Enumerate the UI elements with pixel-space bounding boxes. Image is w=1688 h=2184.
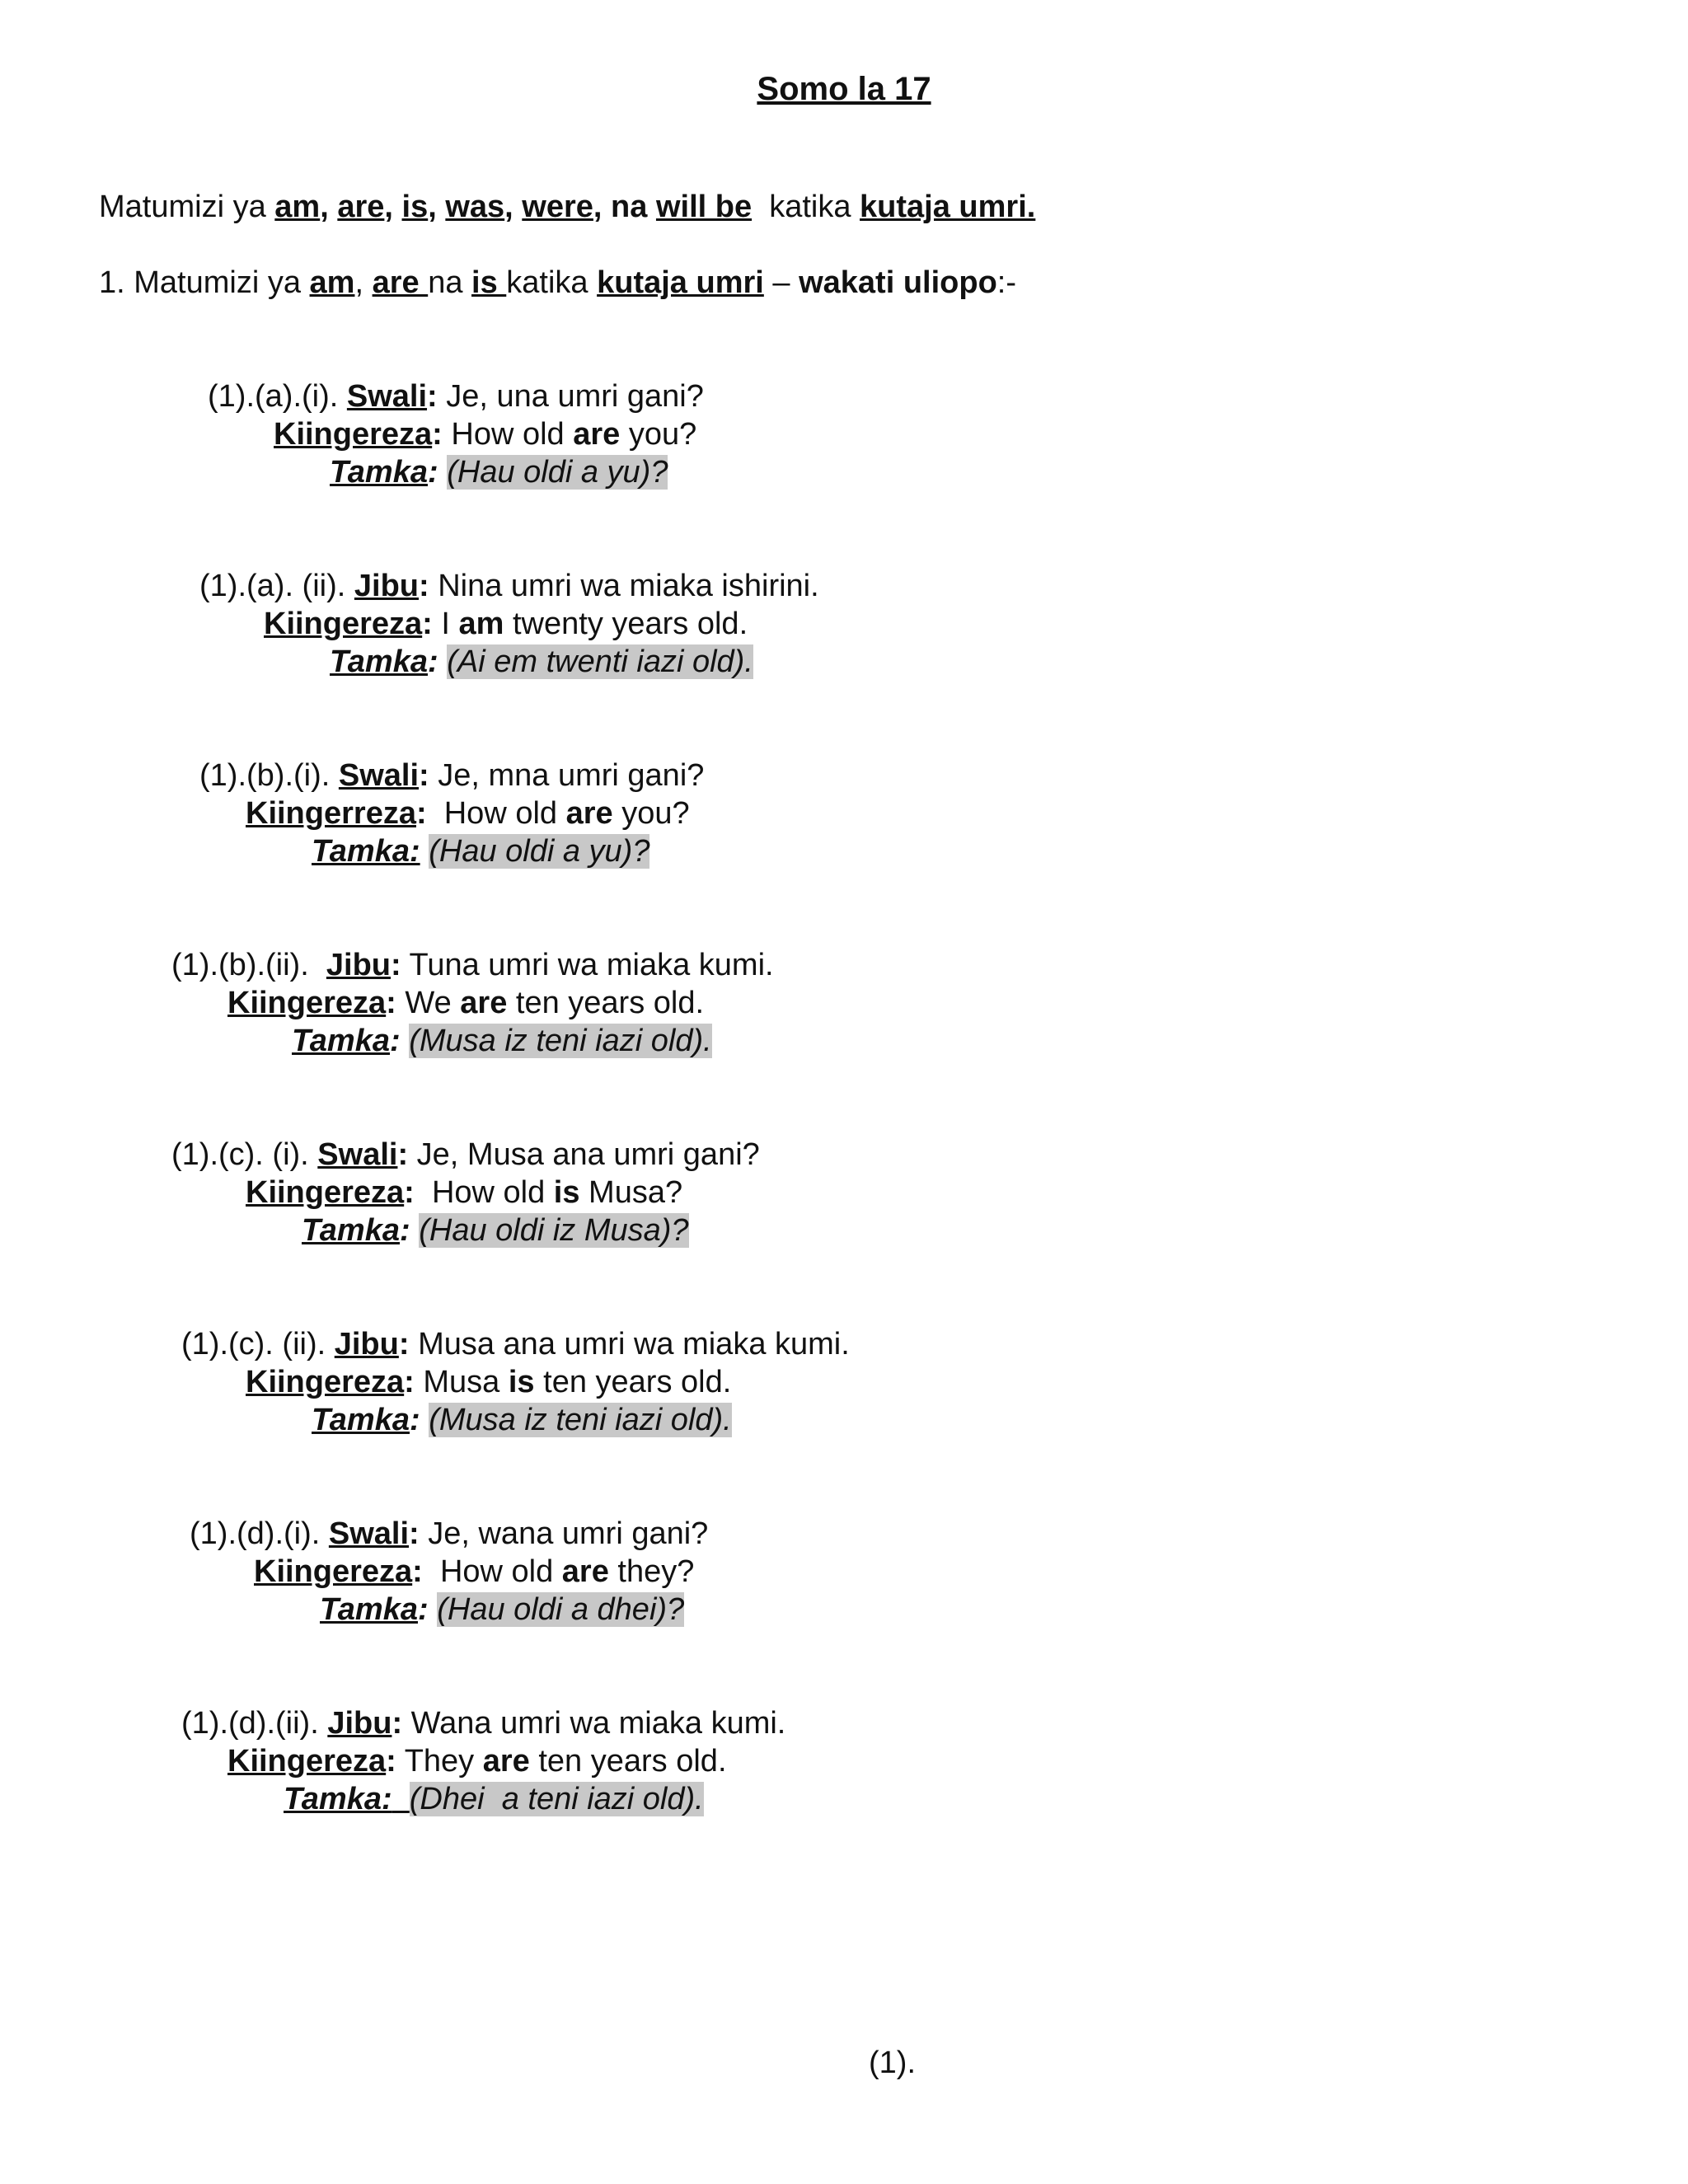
section-text: na <box>428 265 472 300</box>
english-text: I <box>432 607 459 641</box>
pronunciation-text: (Dhei a teni iazi old). <box>409 1782 704 1816</box>
spacer <box>429 1592 438 1627</box>
keyword-will-be: will be <box>655 190 753 224</box>
pronunciation-text: (Musa iz teni iazi old). <box>409 1024 712 1058</box>
section-text: 1. Matumizi ya <box>99 265 310 300</box>
colon: : <box>409 1516 420 1551</box>
english-text: you? <box>612 796 690 831</box>
english-text: Musa <box>414 1365 509 1399</box>
colon: : <box>400 1213 410 1248</box>
item-number: (1).(a).(i). <box>208 379 347 414</box>
pronunciation-text: (Hau oldi iz Musa)? <box>419 1213 689 1248</box>
pronunciation-text: (Hau oldi a yu)? <box>447 455 668 490</box>
tamka-label: Tamka <box>312 1403 410 1437</box>
colon: : <box>386 986 396 1020</box>
colon: : <box>390 1024 401 1058</box>
section-text: katika <box>506 265 598 300</box>
keyword-are: are <box>337 190 385 224</box>
english-text: We <box>396 986 461 1020</box>
question-line <box>171 1136 760 1174</box>
colon: : <box>419 569 429 603</box>
swahili-text: Je, mna umri gani? <box>429 758 705 793</box>
spacer <box>401 1024 410 1058</box>
swahili-text: Wana umri wa miaka kumi. <box>402 1706 786 1741</box>
pronunciation-line <box>330 643 753 681</box>
item-number: (1).(b).(i). <box>199 758 339 793</box>
answer-line <box>199 567 819 605</box>
role-label: Swali <box>328 1516 410 1551</box>
colon: : <box>422 607 433 641</box>
english-text: ten years old. <box>529 1744 727 1779</box>
keyword-was: was <box>445 190 505 224</box>
colon: : <box>412 1554 423 1589</box>
pronunciation-line <box>312 832 649 870</box>
pronunciation-text: (Hau oldi a yu)? <box>429 834 650 869</box>
pronunciation-text: (Ai em twenti iazi old). <box>447 644 753 679</box>
english-text: How old <box>414 1175 554 1210</box>
pronunciation-line <box>302 1212 689 1249</box>
pronunciation-text: (Hau oldi a dhei)? <box>437 1592 685 1627</box>
comma: , <box>504 190 523 224</box>
item-number: (1).(c). (ii). <box>181 1327 335 1361</box>
english-line <box>254 1553 694 1591</box>
colon: : <box>392 1706 403 1741</box>
section-text: :- <box>996 265 1017 300</box>
english-verb: are <box>573 417 621 452</box>
swahili-text: Je, Musa ana umri gani? <box>408 1137 760 1172</box>
comma: , <box>354 265 373 300</box>
colon: : <box>386 1744 396 1779</box>
spacer <box>410 1213 420 1248</box>
kiingereza-label: Kiingereza <box>227 986 387 1020</box>
spacer <box>420 1403 429 1437</box>
kiingereza-label: Kiingereza <box>274 417 433 452</box>
pronunciation-line <box>292 1022 712 1060</box>
english-line <box>246 794 690 832</box>
english-text: you? <box>620 417 697 452</box>
english-verb: are <box>565 796 613 831</box>
item-number: (1).(d).(ii). <box>181 1706 328 1741</box>
intro-text: katika <box>752 190 860 224</box>
english-text: they? <box>608 1554 695 1589</box>
pronunciation-line <box>284 1780 704 1818</box>
question-line <box>190 1515 708 1553</box>
comma: , <box>320 190 338 224</box>
intro-text: Matumizi ya <box>99 190 275 224</box>
connector-na: , na <box>593 190 656 224</box>
question-line <box>199 757 704 794</box>
answer-line <box>181 1704 785 1742</box>
page-number: (1). <box>869 2046 916 2080</box>
colon: : <box>398 1327 410 1361</box>
comma: , <box>428 190 446 224</box>
answer-line <box>171 946 774 984</box>
english-line <box>246 1363 731 1401</box>
pronunciation-line <box>320 1591 684 1629</box>
role-label: Swali <box>346 379 428 414</box>
item-number: (1).(d).(i). <box>190 1516 329 1551</box>
tamka-label: Tamka <box>292 1024 390 1058</box>
role-label: Jibu <box>326 948 391 982</box>
spacer <box>438 644 448 679</box>
item-number: (1).(b).(ii). <box>171 948 326 982</box>
tamka-label: Tamka: <box>284 1782 392 1816</box>
colon: : <box>432 417 443 452</box>
english-text: twenty years old. <box>504 607 748 641</box>
colon: : <box>404 1365 415 1399</box>
tamka-label: Tamka <box>330 455 428 490</box>
english-text: How old <box>426 796 566 831</box>
swahili-text: Nina umri wa miaka ishirini. <box>429 569 819 603</box>
colon: : <box>404 1175 415 1210</box>
english-text: ten years old. <box>507 986 705 1020</box>
role-label: Swali <box>338 758 420 793</box>
keyword-kutaja-umri: kutaja umri <box>597 265 764 300</box>
english-verb: are <box>561 1554 609 1589</box>
keyword-is: is <box>401 190 429 224</box>
answer-line <box>181 1325 850 1363</box>
comma: , <box>384 190 402 224</box>
swahili-text: Je, wana umri gani? <box>419 1516 709 1551</box>
colon: : <box>418 1592 429 1627</box>
english-line <box>227 1742 727 1780</box>
english-text: They <box>396 1744 483 1779</box>
colon: : <box>397 1137 409 1172</box>
keyword-wakati-uliopo: wakati uliopo <box>799 265 997 300</box>
colon: : <box>427 379 438 414</box>
english-line <box>264 605 748 643</box>
keyword-am: am <box>274 190 321 224</box>
colon: : <box>415 796 427 831</box>
swahili-text: Tuna umri wa miaka kumi. <box>401 948 774 982</box>
pronunciation-line <box>330 453 668 491</box>
kiingereza-label: Kiingerreza <box>246 796 416 831</box>
colon: : <box>391 948 401 982</box>
section-text: – <box>763 265 799 300</box>
english-verb: are <box>460 986 508 1020</box>
keyword-am: am <box>309 265 355 300</box>
question-line <box>208 377 704 415</box>
kiingereza-label: Kiingereza <box>254 1554 413 1589</box>
keyword-are: are <box>372 265 429 300</box>
pronunciation-line <box>312 1401 732 1439</box>
english-line <box>274 415 696 453</box>
spacer <box>392 1782 410 1816</box>
keyword-is: is <box>471 265 507 300</box>
role-label: Jibu <box>354 569 419 603</box>
tamka-label: Tamka <box>330 644 428 679</box>
spacer <box>420 834 429 869</box>
colon: : <box>410 1403 420 1437</box>
english-text: Musa? <box>579 1175 683 1210</box>
english-line <box>227 984 704 1022</box>
swahili-text: Je, una umri gani? <box>437 379 704 414</box>
tamka-label: Tamka <box>302 1213 400 1248</box>
role-label: Swali <box>317 1137 398 1172</box>
role-label: Jibu <box>334 1327 399 1361</box>
english-text: How old <box>422 1554 562 1589</box>
english-verb: is <box>553 1175 580 1210</box>
colon: : <box>419 758 429 793</box>
spacer <box>438 455 448 490</box>
english-text: How old <box>442 417 574 452</box>
english-line <box>246 1174 682 1212</box>
english-verb: am <box>458 607 504 641</box>
section-heading <box>99 264 1016 302</box>
english-verb: are <box>482 1744 530 1779</box>
keyword-were: were <box>522 190 593 224</box>
pronunciation-text: (Musa iz teni iazi old). <box>429 1403 732 1437</box>
english-text: ten years old. <box>534 1365 732 1399</box>
role-label: Jibu <box>327 1706 392 1741</box>
colon: : <box>428 644 438 679</box>
keyword-kutaja-umri: kutaja umri. <box>860 190 1036 224</box>
intro-line <box>99 188 1035 226</box>
tamka-label: Tamka: <box>312 834 420 869</box>
kiingereza-label: Kiingereza <box>227 1744 387 1779</box>
kiingereza-label: Kiingereza <box>246 1175 405 1210</box>
english-verb: is <box>508 1365 535 1399</box>
kiingereza-label: Kiingereza <box>264 607 423 641</box>
tamka-label: Tamka <box>320 1592 418 1627</box>
swahili-text: Musa ana umri wa miaka kumi. <box>409 1327 850 1361</box>
page-title: Somo la 17 <box>757 71 931 107</box>
kiingereza-label: Kiingereza <box>246 1365 405 1399</box>
item-number: (1).(c). (i). <box>171 1137 318 1172</box>
colon: : <box>428 455 438 490</box>
item-number: (1).(a). (ii). <box>199 569 354 603</box>
